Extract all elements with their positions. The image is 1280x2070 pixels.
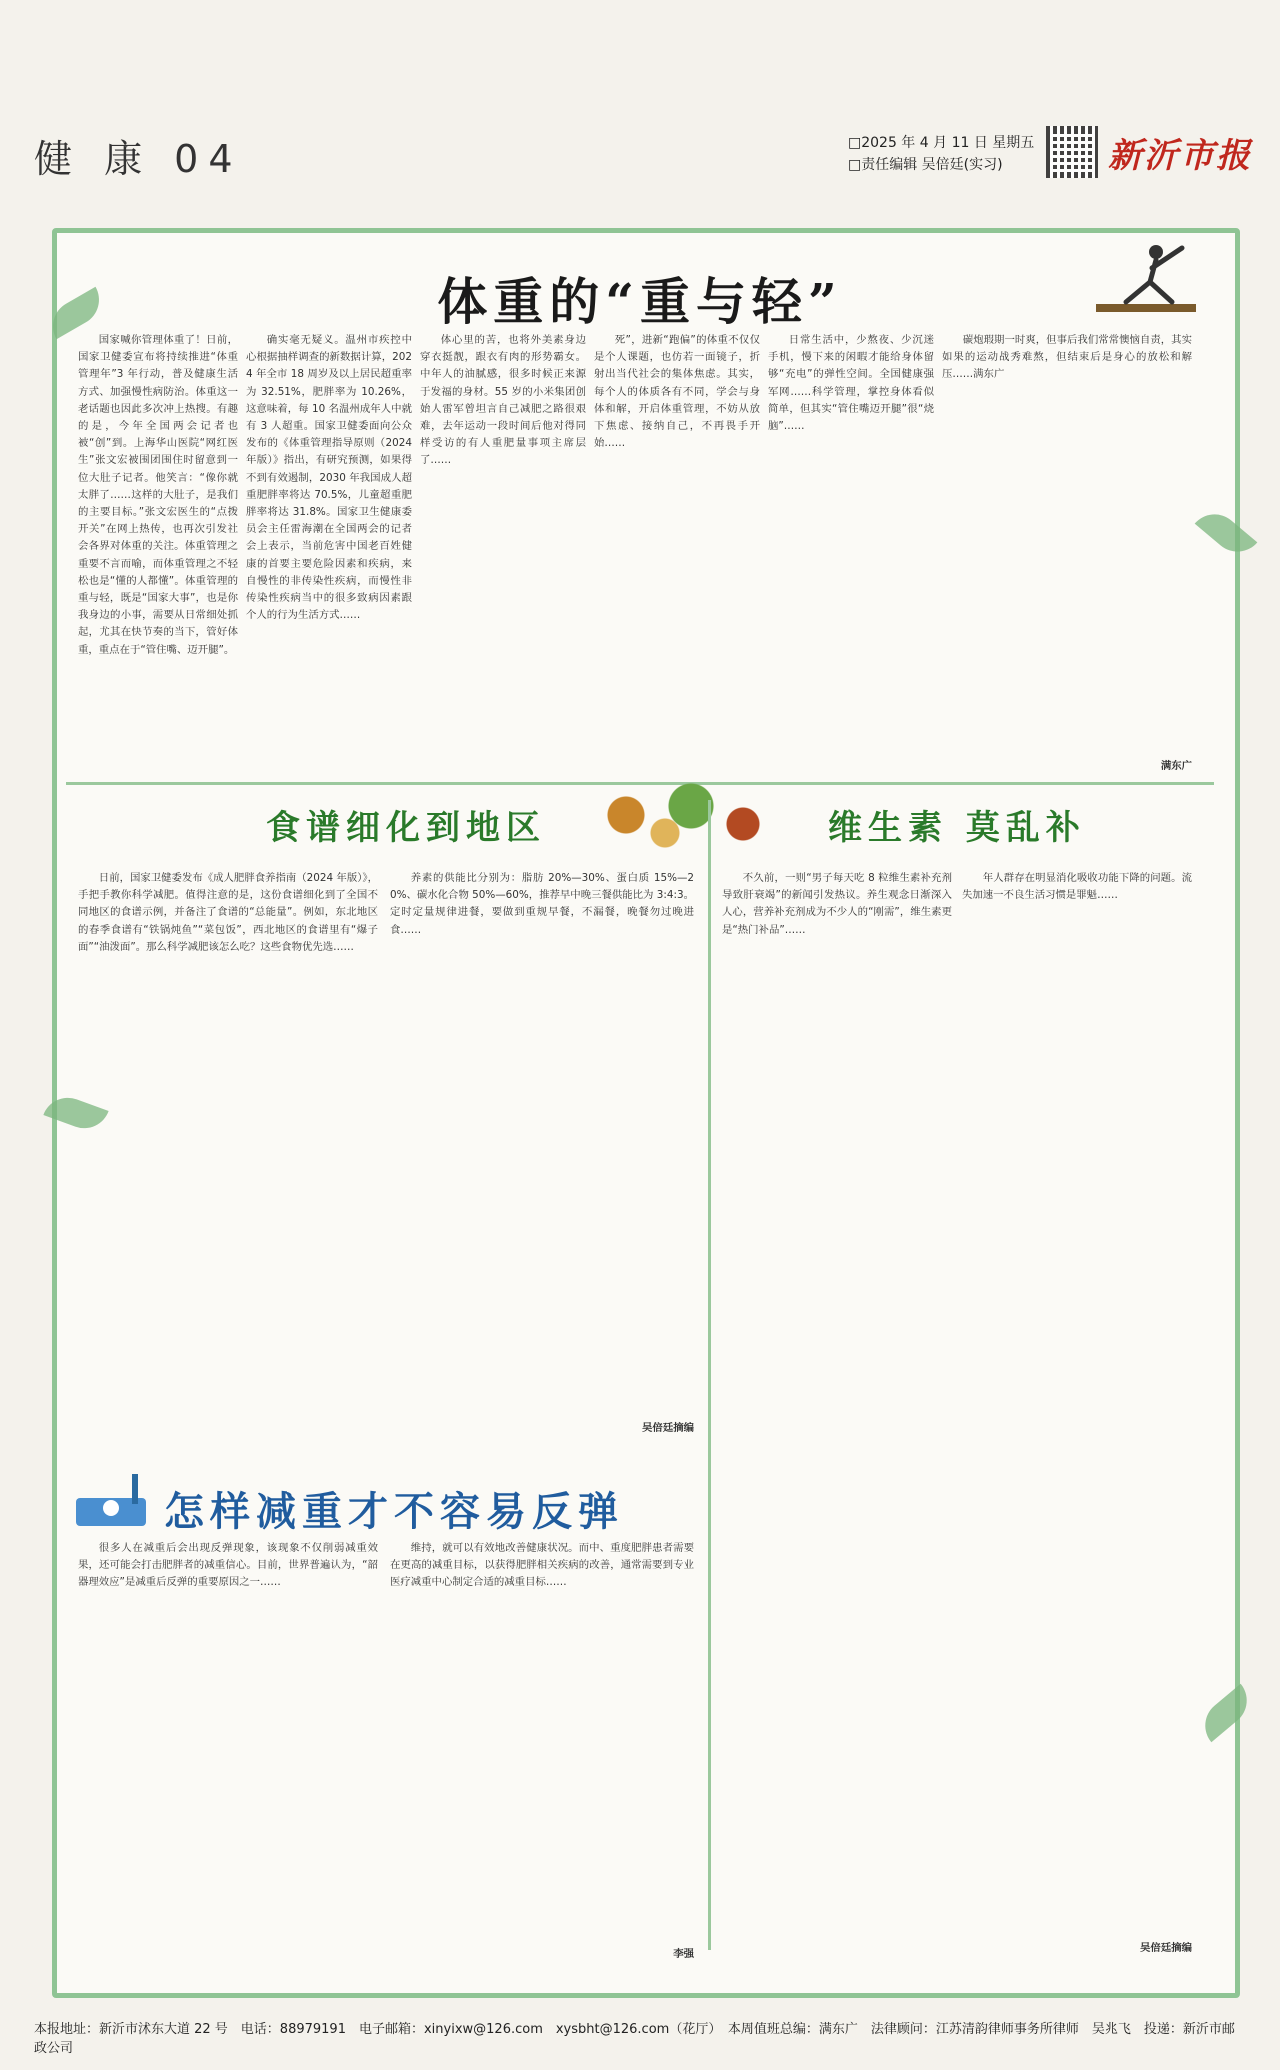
rebound-col1: 很多人在减重后会出现反弹现象，该现象不仅削弱减重效果，还可能会打击肥胖者的减重信心。目前，世界普遍认为，“韶器理效应”是减重后反弹的重要原因之一……	[78, 1542, 378, 1589]
rebound-author: 李强	[673, 1948, 694, 1960]
vitamin-col2: 年人群存在明显消化吸收功能下降的问题。流失加速一不良生活习惯是罪魁……	[962, 872, 1192, 902]
main-headline: 体重的“重与轻”	[437, 272, 843, 331]
food-col1: 日前，国家卫健委发布《成人肥胖食养指南（2024 年版）》，手把手教你科学减肥。值得注意的是，这份食谱细化到了全国不同地区的食谱示例，并备注了食谱的“总能量”。例如，东北地区的春季食谱有“铁锅炖鱼”“菜包饭”，西北地区的食谱里有“爆子面”“油泼面”。那么科学减肥该怎么吃？这些食物优先选……	[78, 872, 378, 953]
article1-col1: 国家喊你管理体重了！日前，国家卫健委宣布将持续推进“体重管理年”3 年行动，普及健康生活方式、加强慢性病防治。体重这一老话题也因此多次冲上热搜。有趣的是，今年全国两会记者也被“创”到。上海华山医院“网红医生”张文宏被围团围住时留意到一位大肚子记者。他笑言：“像你就太胖了……这样的大肚子，是我们的主要目标。”张文宏医生的“点拨开关”在网上热传，也再次引发社会各界对体重的关注。体重管理之重要不言而喻，而体重管理之不轻松也是“懂的人都懂”。体重管理的重与轻，既是“国家大事”，也是你我身边的小事，需要从日常细处抓起，尤其在快节奏的当下，管好体重，重点在于“管住嘴、迈开腿”。	[78, 334, 238, 656]
article1-col5: 日常生活中，少熬夜、少沉迷手机，慢下来的闲暇才能给身体留够“充电”的弹性空间。全国健康强军网……科学管理，掌控身体看似简单，但其实“管住嘴迈开腿”很“烧脑”……	[768, 334, 934, 433]
newspaper-logo: 新沂市报	[1108, 136, 1252, 176]
food-section-title: 食谱细化到地区	[266, 808, 546, 848]
article1-col2: 确实毫无疑义。温州市疾控中心根据抽样调查的新数据计算，2024 年全市 18 周岁及以上居民超重率为 32.51%，肥胖率为 10.26%，这意味着，每 10 名温州成年人中就有 3 人超重。国家卫健委面向公众发布的《体重管理指导原则（2024 年版）》指出，有研究预测，如果得不到有效遏制，2030 年我国成人超重肥胖率将达 70.5%，儿童超重肥胖率将达 31.8%。国家卫生健康委员会主任雷海潮在全国两会的记者会上表示，当前危害中国老百姓健康的首要主要危险因素和疾病，来自慢性的非传染性疾病，而慢性非传染性疾病当中的很多致病因素跟个人的行为生活方式……	[246, 334, 412, 622]
column-divider	[708, 800, 711, 1950]
vitamin-col1: 不久前，一则“男子每天吃 8 粒维生素补充剂导致肝衰竭”的新闻引发热议。养生观念日渐深入人心，营养补充剂成为不少人的“刚需”，维生素更是“热门补品”……	[722, 872, 952, 936]
vitamin-section-title: 维生素 莫乱补	[828, 808, 1086, 848]
qr-code-icon[interactable]	[1046, 126, 1098, 178]
article1-col3: 体心里的苦，也将外美素身边穿衣挺靓，跟衣有肉的形势霸女。中年人的油腻感，很多时候正来源于发福的身材。55 岁的小米集团创始人雷军曾坦言自己减肥之路很艰难，去年运动一段时间后他对得同样受访的有人重肥量事项主席层了……	[420, 334, 586, 467]
food-col2: 养素的供能比分别为：脂肪 20%—30%、蛋白质 15%—20%、碳水化合物 50%—60%，推荐早中晚三餐供能比为 3:4:3。定时定量规律进餐，要做到重规早餐，不漏餐，晚餐勿过晚进食……	[390, 872, 694, 936]
footer-imprint: 本报地址：新沂市沭东大道 22 号 电话：88979191 电子邮箱：xinyixw@126.com xysbht@126.com（花厅） 本周值班总编：满东广 法律顾问：江苏清韵律师事务所律师 吴兆飞 投递：新沂市邮政公司	[34, 2022, 1235, 2056]
section-header: 健 康 04	[34, 137, 243, 181]
article1-col6: 碳炮瑕期一时爽，但事后我们常常懊恼自责，其实如果的运动战秀难熬，但结束后是身心的放松和解压……满东广	[942, 334, 1192, 381]
food-author: 吴倍廷摘编	[642, 1422, 694, 1434]
rebound-section-title: 怎样减重才不容易反弹	[164, 1488, 624, 1535]
vitamin-author: 吴倍廷摘编	[1140, 1942, 1192, 1954]
yoga-figure-icon	[1086, 238, 1206, 318]
article1-col4: 死”，进新“跑偏”的体重不仅仅是个人课题，也仿若一面镜子，折射出当代社会的集体焦虑。其实，每个人的体质各有不同，学会与身体和解，开启体重管理，不妨从放下焦虑、接纳自己，不再畏手开始……	[594, 334, 760, 450]
article1-author: 满东广	[1160, 760, 1192, 772]
issue-date: □2025 年 4 月 11 日 星期五	[848, 135, 1035, 151]
date-line	[848, 132, 1034, 176]
rebound-col2: 维持，就可以有效地改善健康状况。而中、重度肥胖患者需要在更高的减重目标，以获得肥胖相关疾病的改善，通常需要到专业医疗减重中心制定合适的减重目标……	[390, 1542, 694, 1589]
weight-scale-icon	[72, 1470, 158, 1530]
food-photo	[548, 770, 808, 860]
editor-line: □责任编辑 吴倍廷(实习)	[848, 157, 1003, 173]
